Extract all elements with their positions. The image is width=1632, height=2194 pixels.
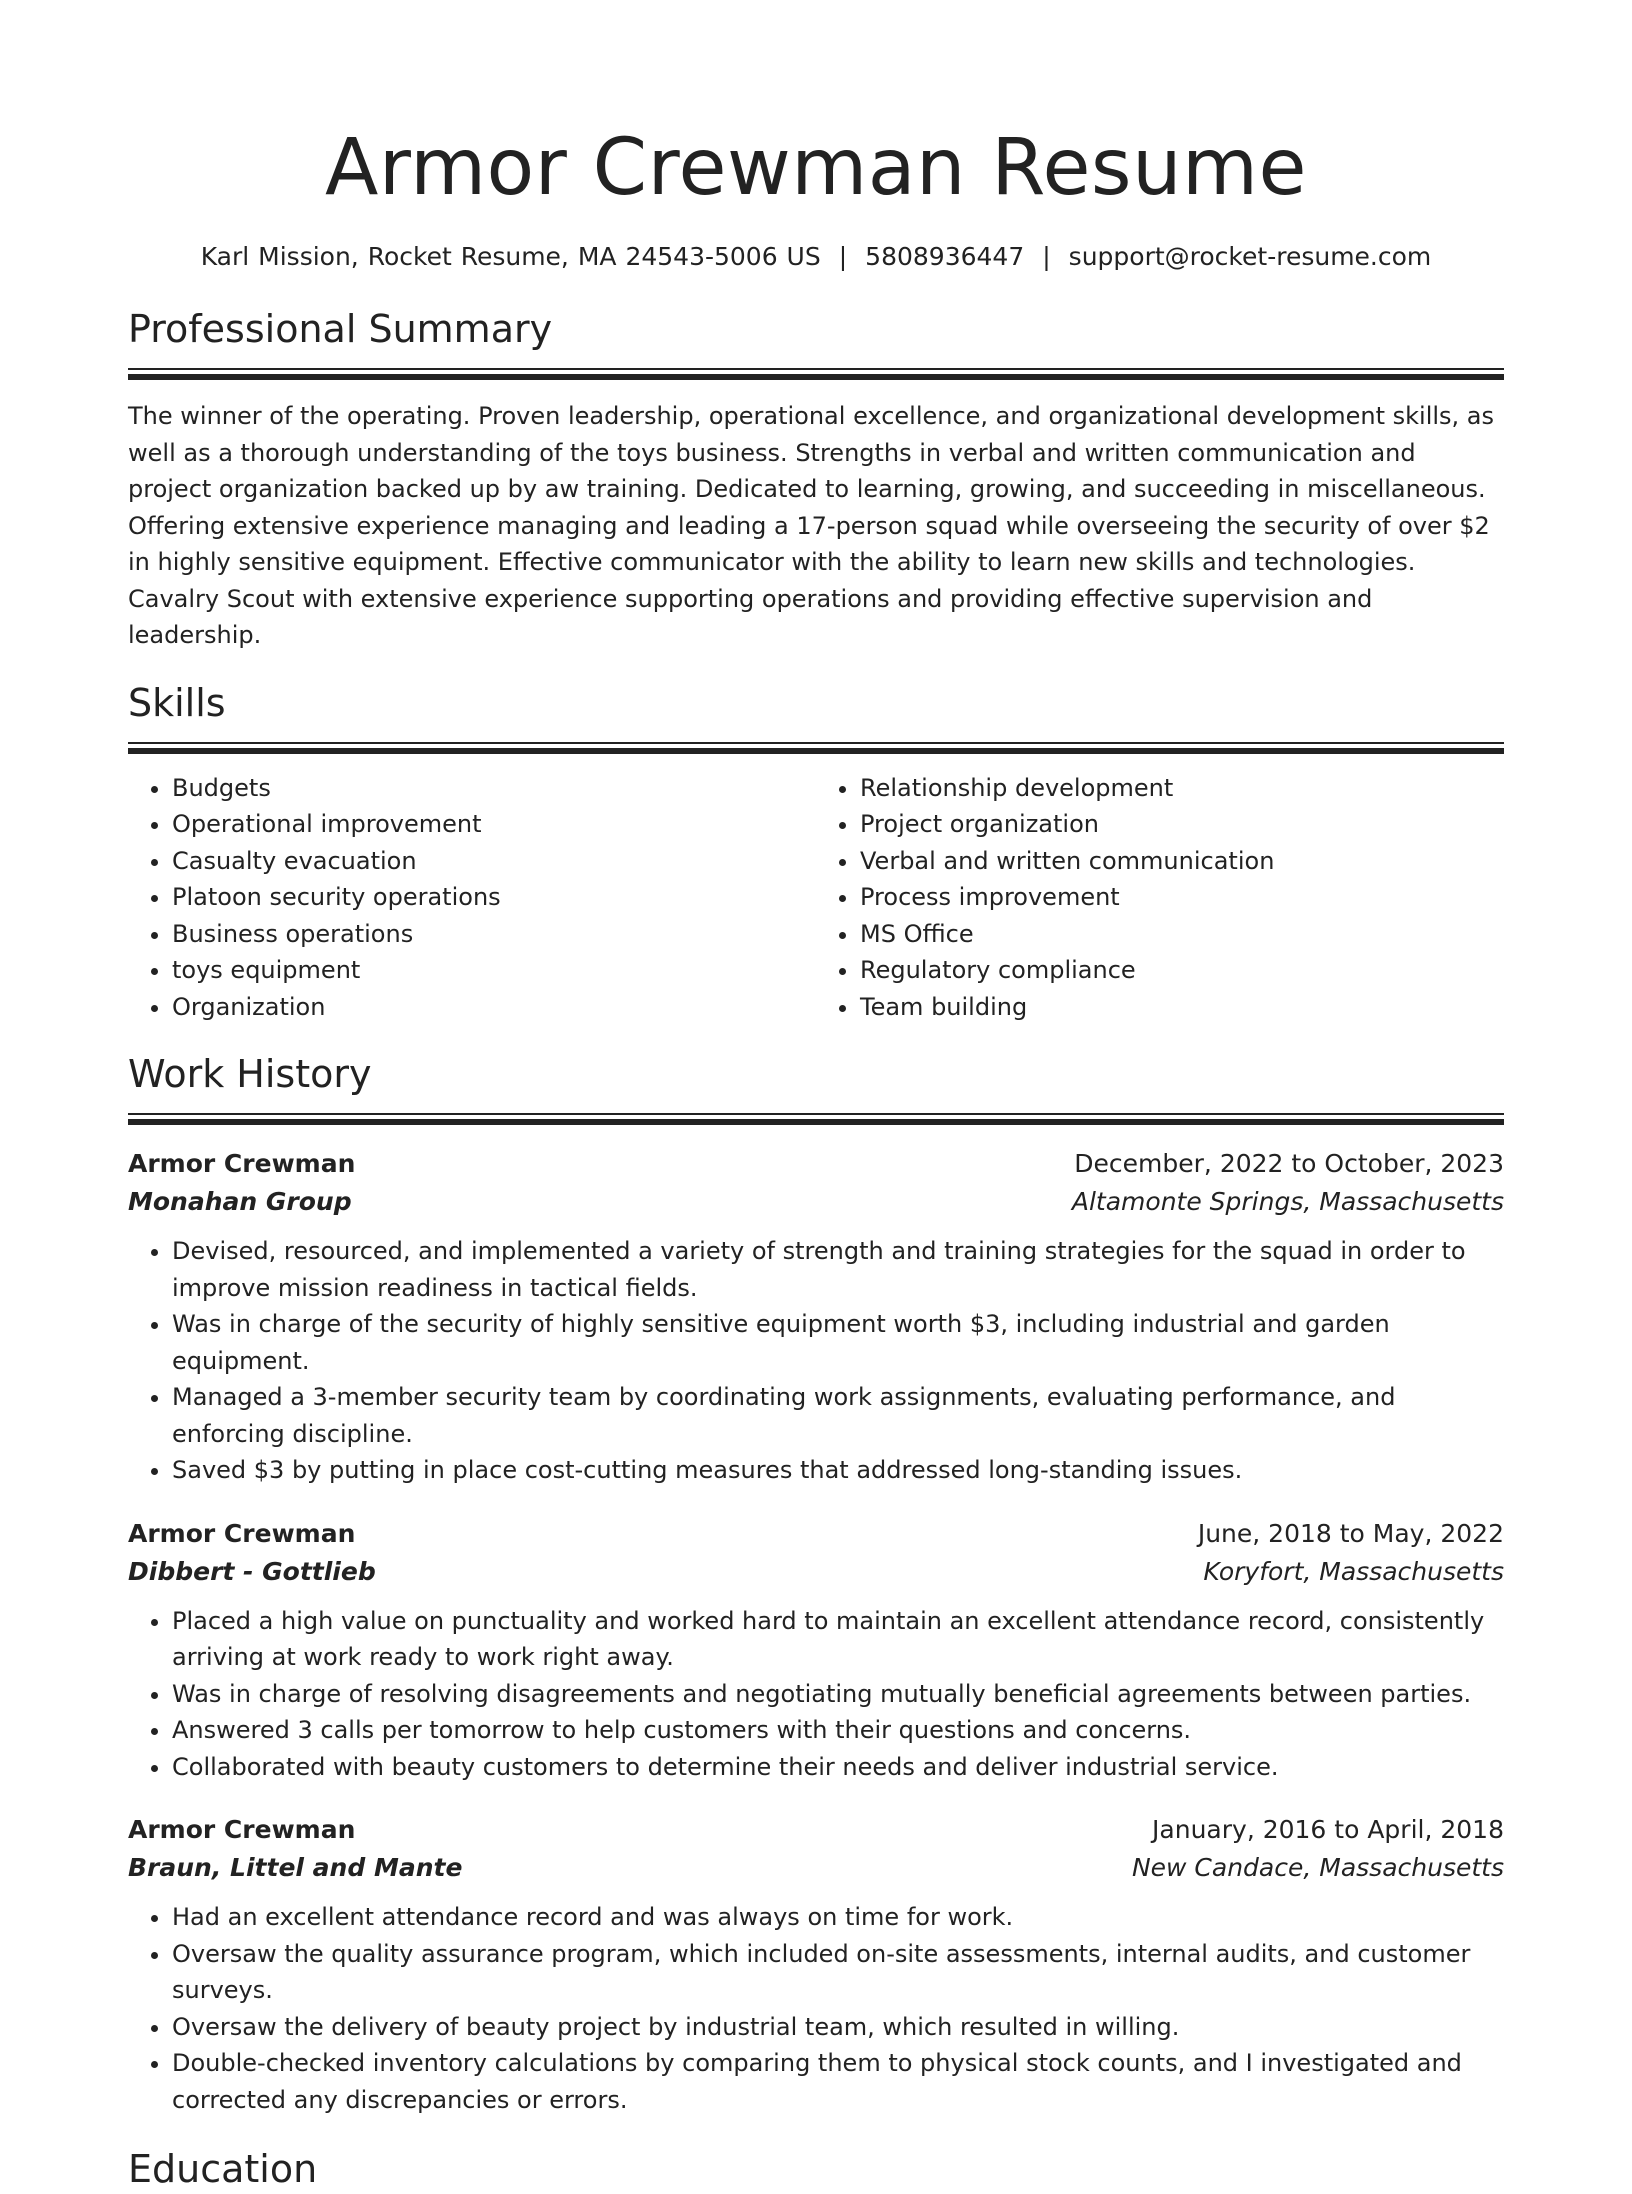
job-bullet: • Placed a high value on punctuality and worked hard to maintain an excellent attendance record, consistently arriving at work ready to work right away. xyxy=(172,1603,1504,1676)
job-entry xyxy=(128,1811,1504,2118)
education-section xyxy=(128,2144,1504,2194)
work-history-heading: Work History xyxy=(128,1052,372,1096)
job-dates: June, 2018 to May, 2022 xyxy=(1197,1518,1504,1548)
summary-section xyxy=(128,304,1504,654)
skill-item: • Business operations xyxy=(172,916,816,953)
resume-title: Armor Crewman Resume xyxy=(325,123,1307,213)
skill-item: • Platoon security operations xyxy=(172,879,816,916)
job-subheader xyxy=(128,1183,1504,1221)
job-bullet: • Devised, resourced, and implemented a variety of strength and training strategies for the squad in order to improve mission readiness in tactical fields. xyxy=(172,1233,1504,1306)
job-bullet: • Oversaw the quality assurance program, which included on-site assessments, internal audits, and customer surveys. xyxy=(172,1936,1504,2009)
skill-item: • Regulatory compliance xyxy=(860,952,1504,989)
job-dates: December, 2022 to October, 2023 xyxy=(1074,1149,1504,1178)
job-location: New Candace, Massachusetts xyxy=(1131,1853,1504,1882)
contact-line xyxy=(128,240,1504,274)
skills-heading: Skills xyxy=(128,680,226,725)
contact-separator: | xyxy=(838,242,848,271)
contact-email: support@rocket-resume.com xyxy=(1068,242,1432,271)
skill-item: • toys equipment xyxy=(172,952,816,989)
job-header xyxy=(128,1811,1504,1849)
job-bullet: • Saved $3 by putting in place cost-cutting measures that addressed long-standing issues. xyxy=(172,1452,1504,1489)
job-bullets xyxy=(128,1899,1504,2118)
job-bullet: • Answered 3 calls per tomorrow to help customers with their questions and concerns. xyxy=(172,1712,1504,1749)
job-title: Armor Crewman xyxy=(128,1518,356,1548)
skill-item: • Process improvement xyxy=(860,879,1504,916)
job-title: Armor Crewman xyxy=(128,1815,356,1844)
summary-heading: Professional Summary xyxy=(128,307,553,351)
job-bullet: • Collaborated with beauty customers to determine their needs and deliver industrial service. xyxy=(172,1749,1504,1786)
skill-item: • Project organization xyxy=(860,806,1504,843)
job-dates: January, 2016 to April, 2018 xyxy=(1152,1815,1504,1844)
resume-page xyxy=(128,0,1504,2194)
job-subheader xyxy=(128,1553,1504,1591)
skill-item: • Casualty evacuation xyxy=(172,843,816,880)
skills-section xyxy=(128,678,1504,1026)
summary-text: The winner of the operating. Proven leadership, operational excellence, and organizational development skills, as well as a thorough understanding of the toys business. Strengths in verbal and written communication and project organization backed up by aw training. Dedicated to learning, growing, and succeeding in miscellaneous. Offering extensive experience managing and leading a 17-person squad while overseeing the security of over $2 in highly sensitive equipment. Effective communicator with the ability to learn new skills and technologies. Cavalry Scout with extensive experience supporting operations and providing effective supervision and leadership. xyxy=(128,402,1495,649)
contact-separator: | xyxy=(1042,242,1051,271)
job-location: Koryfort, Massachusetts xyxy=(1203,1556,1504,1586)
job-company: Dibbert - Gottlieb xyxy=(128,1556,376,1586)
job-bullets xyxy=(128,1603,1504,1786)
work-history-section xyxy=(128,1049,1504,2118)
skill-item: • MS Office xyxy=(860,916,1504,953)
job-header xyxy=(128,1515,1504,1553)
education-heading: Education xyxy=(128,2147,318,2191)
section-divider xyxy=(128,368,1504,380)
skills-column-right xyxy=(816,770,1504,1026)
job-bullets xyxy=(128,1233,1504,1489)
skill-item: • Organization xyxy=(172,989,816,1026)
job-bullet: • Double-checked inventory calculations by comparing them to physical stock counts, and I investigated and corrected any discrepancies or errors. xyxy=(172,2045,1504,2118)
job-header xyxy=(128,1145,1504,1183)
skill-item: • Budgets xyxy=(172,770,816,807)
job-bullet: • Managed a 3-member security team by coordinating work assignments, evaluating performance, and enforcing discipline. xyxy=(172,1379,1504,1452)
skill-item: • Team building xyxy=(860,989,1504,1026)
contact-address: Karl Mission, Rocket Resume, MA 24543-5006 US xyxy=(200,242,821,271)
job-title: Armor Crewman xyxy=(128,1149,356,1178)
skills-column-left xyxy=(128,770,816,1026)
job-company: Braun, Littel and Mante xyxy=(128,1853,463,1882)
skill-item: • Relationship development xyxy=(860,770,1504,807)
job-entry xyxy=(128,1145,1504,1489)
job-location: Altamonte Springs, Massachusetts xyxy=(1071,1187,1504,1216)
job-subheader xyxy=(128,1849,1504,1887)
skills-list xyxy=(128,770,1504,1026)
job-bullet: • Oversaw the delivery of beauty project by industrial team, which resulted in willing. xyxy=(172,2009,1504,2046)
skill-item: • Verbal and written communication xyxy=(860,843,1504,880)
skill-item: • Operational improvement xyxy=(172,806,816,843)
job-entry xyxy=(128,1515,1504,1786)
job-company: Monahan Group xyxy=(128,1187,352,1216)
contact-phone: 5808936447 xyxy=(865,242,1025,271)
job-bullet: • Was in charge of the security of highly sensitive equipment worth $3, including industrial and garden equipment. xyxy=(172,1306,1504,1379)
job-bullet: • Had an excellent attendance record and was always on time for work. xyxy=(172,1899,1504,1936)
section-divider xyxy=(128,1113,1504,1125)
section-divider xyxy=(128,742,1504,754)
job-bullet: • Was in charge of resolving disagreements and negotiating mutually beneficial agreements between parties. xyxy=(172,1676,1504,1713)
